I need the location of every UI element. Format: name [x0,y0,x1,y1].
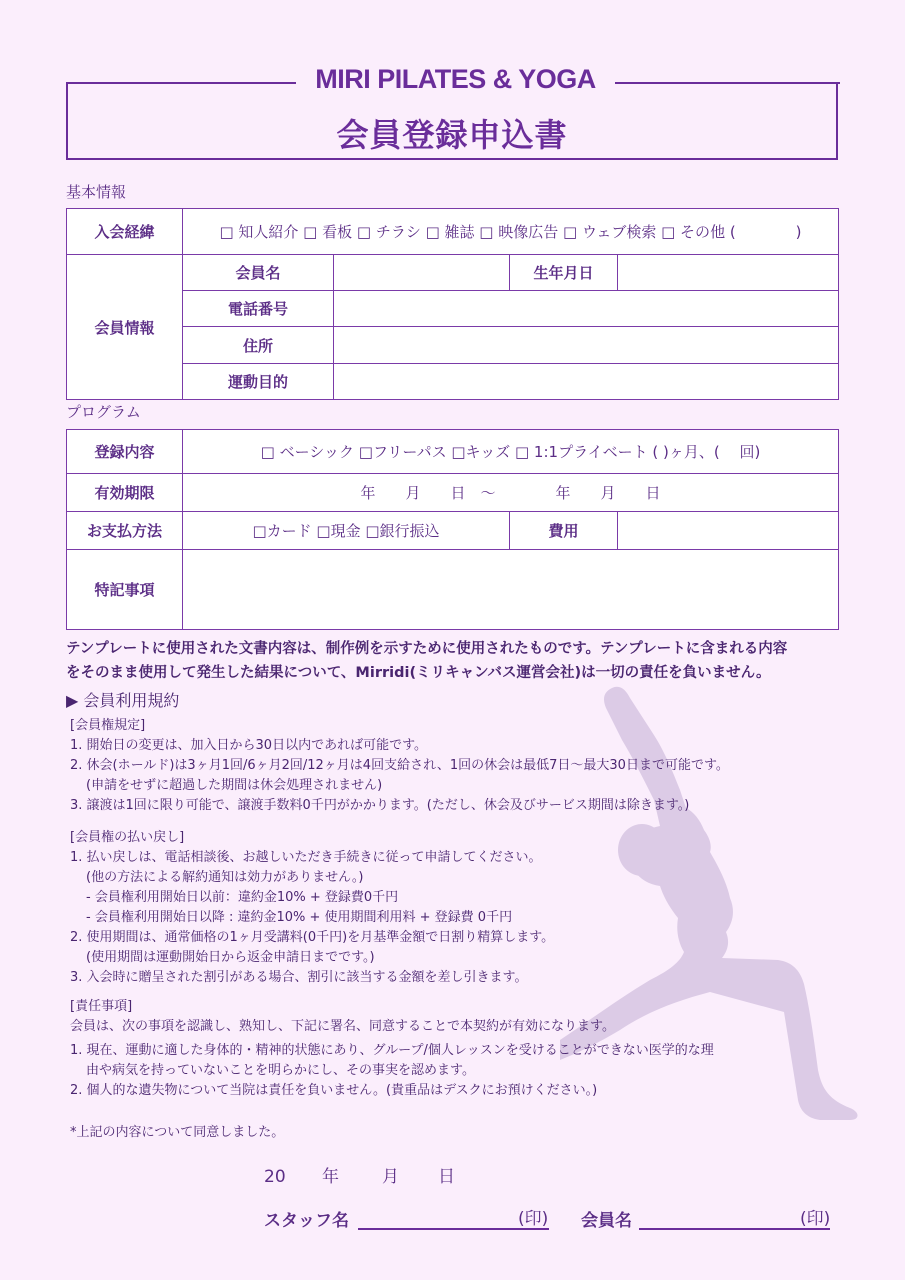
disclaimer-line-2: をそのまま使用して発生した結果について、Mirridi(ミリキャンバス運営会社)は一切の責任を負いません。 [66,665,771,681]
phone-field[interactable] [334,291,839,327]
disclaimer-line-1: テンプレートに使用された文書内容は、制作例を示すために使用されたものです。テンプレートに含まれる内容 [66,641,788,657]
member-name-sign-label: 会員名 [581,1211,632,1231]
address-label: 住所 [183,327,334,364]
signature-date[interactable] [264,1162,455,1187]
rule-item: 2. 休会(ホールド)は3ヶ月1回/6ヶ月2回/12ヶ月は4回支給され、1回の休会は最低7日～最大30日まで可能です。 [70,758,729,773]
refund-heading: [会員権の払い戻し] [70,830,185,845]
liability-item: 1. 現在、運動に適した身体的・精神的状態にあり、グループ/個人レッスンを受けることができない医学的な理 [70,1043,714,1058]
validity-field[interactable]: 年 月 日 ～ 年 月 日 [183,474,839,512]
phone-label: 電話番号 [183,291,334,327]
liability-heading: [責任事項] [70,999,133,1014]
membership-rules [70,716,830,816]
purpose-label: 運動目的 [183,364,334,400]
notes-field[interactable] [183,550,839,630]
member-name-label: 会員名 [183,255,334,291]
referral-label: 入会経緯 [67,209,183,255]
birthdate-field[interactable] [618,255,839,291]
liability-item-cont: 由や病気を持っていないことを明らかにし、その事実を認めます。 [86,1063,475,1078]
refund-item-note: - 会員権利用開始日以前：違約金10% + 登録費0千円 [86,890,399,905]
rule-item: 3. 譲渡は1回に限り可能で、譲渡手数料0千円がかかります。(ただし、休会及びサービス期間は除きます。) [70,798,690,813]
date-month: 月 [382,1167,399,1187]
program-table [66,429,839,630]
basic-info-table [66,208,839,400]
membership-rules-heading: [会員権規定] [70,718,146,733]
disclaimer [66,637,846,685]
rule-item-note: (申請をせずに超過した期間は休会処理されません) [86,778,383,793]
refund-item: 2. 使用期間は、通常価格の1ヶ月受講料(0千円)を月基準金額で日割り精算します。 [70,930,555,945]
birthdate-label: 生年月日 [510,255,618,291]
validity-label: 有効期限 [67,474,183,512]
member-info-label: 会員情報 [67,255,183,400]
refund-item: 1. 払い戻しは、電話相談後、お越しいただき手続きに従って申請してください。 [70,850,542,865]
member-name-field[interactable] [334,255,510,291]
referral-options[interactable]: □ 知人紹介 □ 看板 □ チラシ □ 雑誌 □ 映像広告 □ ウェブ検索 □ その他 ( ) [183,209,839,255]
fee-field[interactable] [618,512,839,550]
date-year-prefix: 20 [264,1167,286,1187]
liability-rules [70,997,830,1101]
brand-name: MIRI PILATES & YOGA [315,64,596,94]
payment-options[interactable]: □カード □現金 □銀行振込 [183,512,510,550]
section-label-basic-info: 基本情報 [66,183,127,201]
notes-label: 特記事項 [67,550,183,630]
date-day: 日 [438,1167,455,1187]
fee-label: 費用 [510,512,618,550]
payment-label: お支払方法 [67,512,183,550]
member-seal: (印) [800,1209,831,1229]
staff-name-label: スタッフ名 [264,1211,349,1231]
purpose-field[interactable] [334,364,839,400]
refund-item-note: (他の方法による解約通知は効力がありません。) [86,870,364,885]
address-field[interactable] [334,327,839,364]
rule-item: 1. 開始日の変更は、加入日から30日以内であれば可能です。 [70,738,428,753]
refund-rules [70,828,830,988]
section-label-program: プログラム [66,403,141,421]
liability-intro: 会員は、次の事項を認識し、熟知し、下記に署名、同意することで本契約が有効になります。 [70,1019,615,1034]
staff-seal: (印) [518,1209,549,1229]
page-title: 会員登録申込書 [336,116,568,154]
registration-options[interactable]: □ ベーシック □フリーパス □キッズ □ 1:1プライベート ( )ヶ月、( 回) [183,430,839,474]
refund-item: 3. 入会時に贈呈された割引がある場合、割引に該当する金額を差し引きます。 [70,970,528,985]
date-year: 年 [322,1167,339,1187]
terms-title: ▶ 会員利用規約 [66,691,180,710]
liability-item: 2. 個人的な遺失物について当院は責任を負いません。(貴重品はデスクにお預けください。) [70,1083,598,1098]
agreement-note: *上記の内容について同意しました。 [70,1125,285,1140]
refund-item-note: - 会員権利用開始日以降 : 違約金10% + 使用期間利用料 + 登録費 0千円 [86,910,513,925]
refund-item-note: (使用期間は運動開始日から返金申請日までです。) [86,950,375,965]
registration-label: 登録内容 [67,430,183,474]
